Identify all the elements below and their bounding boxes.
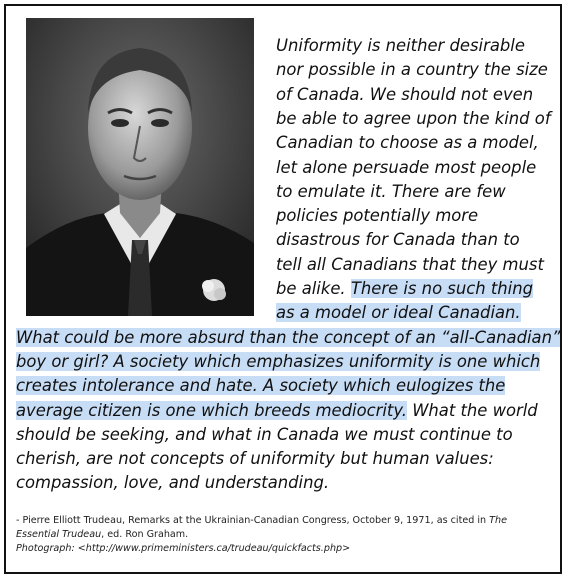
citation	[16, 514, 552, 542]
quote-line	[276, 253, 544, 277]
quote-segment: cherish, are not concepts of uniformity but human values:	[16, 449, 494, 469]
quote-line	[276, 204, 478, 228]
highlighted-text: as a model or ideal Canadian.	[276, 303, 521, 323]
citation-suffix: , ed. Ron Graham.	[101, 529, 189, 540]
quote-line	[16, 326, 560, 350]
quote-segment: should be seeking, and what in Canada we must continue to	[16, 424, 513, 444]
quote-card	[4, 4, 562, 574]
highlighted-text: creates intolerance and hate. A society which eulogizes the	[16, 376, 506, 396]
quote-line	[16, 447, 494, 471]
highlighted-text: average citizen is one which breeds mediocrity.	[16, 400, 407, 420]
quote-line	[16, 399, 538, 423]
highlighted-text: boy or girl? A society which emphasizes uniformity is one which	[16, 351, 541, 371]
quote-line	[276, 131, 539, 155]
quote-line	[276, 156, 536, 180]
photo-credit: Photograph: <http://www.primeministers.ca/trudeau/quickfacts.php>	[16, 543, 351, 554]
quote-line	[16, 423, 513, 447]
quote-line	[276, 83, 533, 107]
quote-segment: Canadian to choose as a model,	[276, 133, 539, 153]
quote-line	[16, 374, 505, 398]
quote-line	[16, 350, 540, 374]
quote-segment: be able to agree upon the kind of	[276, 108, 551, 128]
quote-segment: to emulate it. There are few	[276, 181, 506, 201]
quote-line	[276, 228, 520, 252]
quote-line	[276, 34, 525, 58]
quote-segment: disastrous for Canada than to	[276, 230, 520, 250]
highlighted-text: There is no such thing	[350, 279, 534, 298]
quote-line	[276, 107, 551, 131]
quote-line	[276, 58, 548, 82]
quote-segment: compassion, love, and understanding.	[16, 473, 330, 493]
quote-segment: nor possible in a country the size	[276, 60, 548, 80]
quote-line	[276, 277, 533, 301]
quote-segment: What the world	[406, 400, 538, 420]
portrait-image	[26, 18, 254, 316]
highlighted-text: What could be more absurd than the concept of an “all-Canadian”	[16, 327, 561, 347]
quote-segment: policies potentially more	[276, 206, 479, 226]
citation-book-title: The Essential Trudeau	[16, 515, 508, 540]
quote-segment: be alike.	[276, 279, 351, 298]
citation-prefix: - Pierre Elliott Trudeau, Remarks at the Ukrainian-Canadian Congress, October 9, 1971, as cited in	[16, 515, 490, 526]
quote-line	[276, 301, 521, 325]
quote-segment: let alone persuade most people	[276, 157, 537, 177]
quote-segment: tell all Canadians that they must	[276, 254, 544, 274]
quote-segment: of Canada. We should not even	[276, 84, 534, 104]
quote-line	[16, 471, 329, 495]
quote-segment: Uniformity is neither desirable	[276, 36, 525, 55]
quote-line	[276, 180, 506, 204]
portrait-photo	[26, 18, 254, 316]
